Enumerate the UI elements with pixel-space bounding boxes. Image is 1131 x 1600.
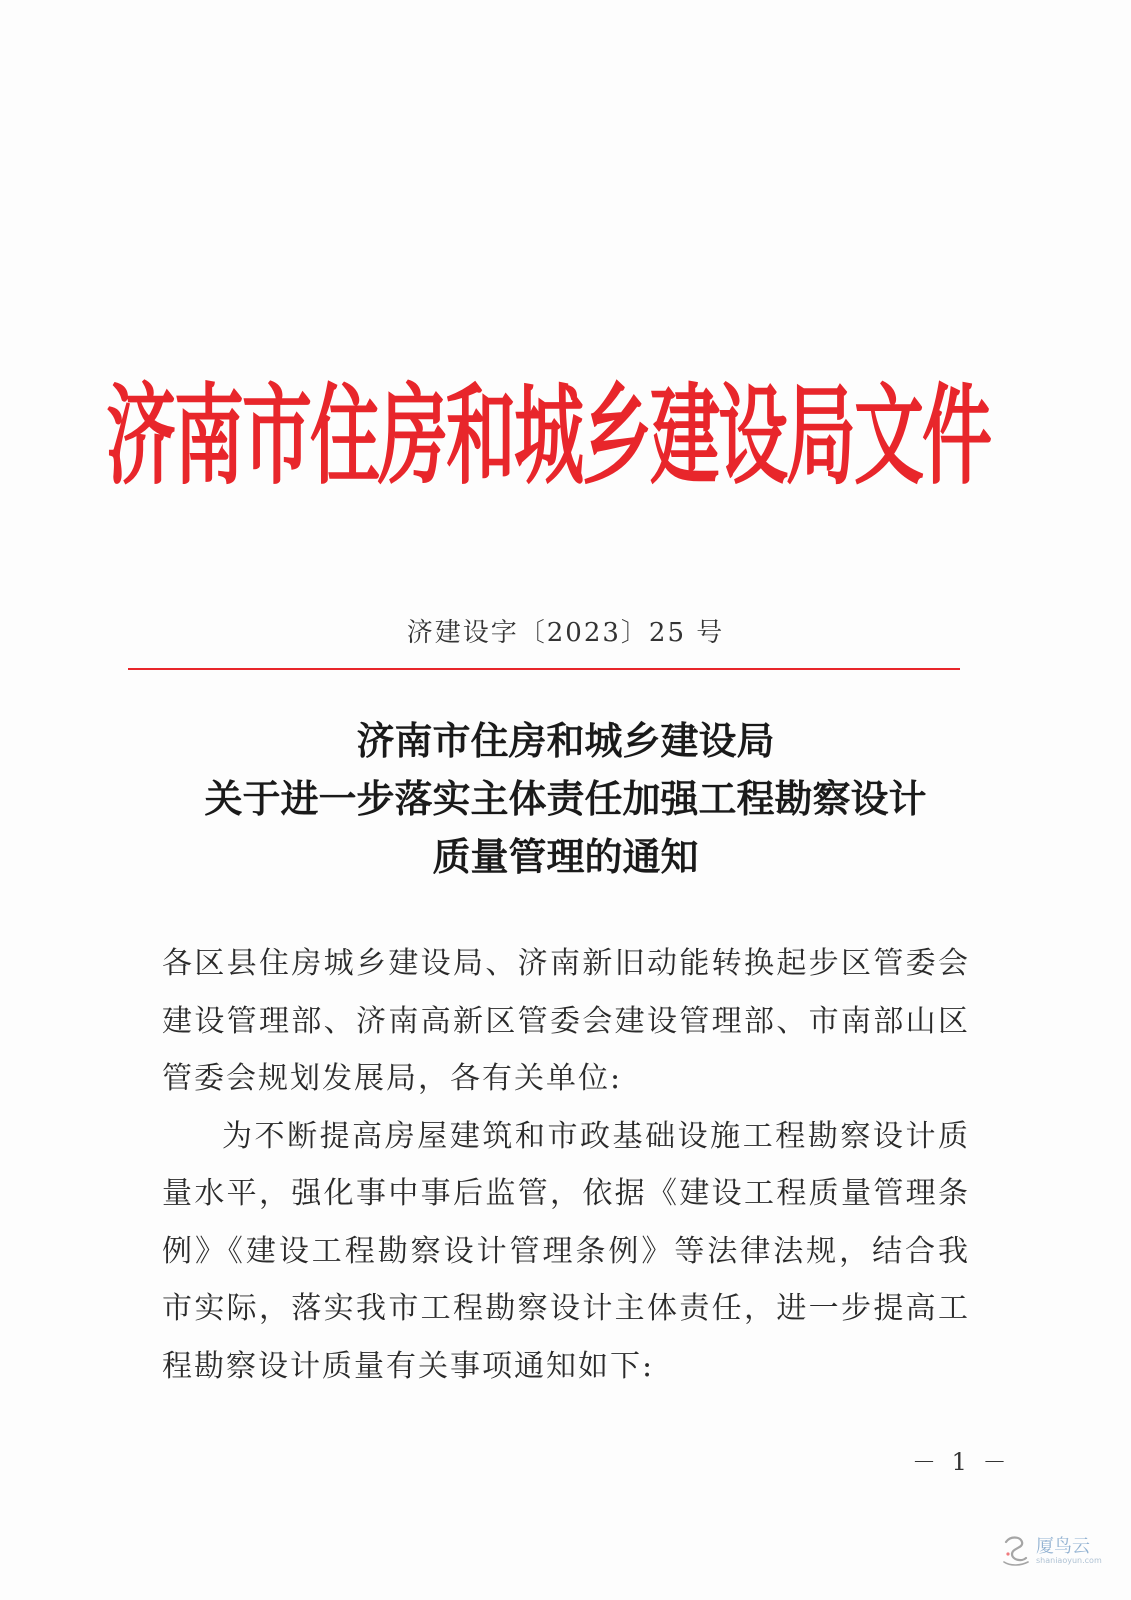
body-paragraph-1: 为不断提高房屋建筑和市政基础设施工程勘察设计质量水平，强化事中事后监管，依据《建设工程质量管理条例》《建设工程勘察设计管理条例》等法律法规，结合我市实际，落实我市工程勘察设计主体责任，进一步提高工程勘察设计质量有关事项通知如下: <box>162 1118 970 1384</box>
red-divider-line <box>128 668 960 670</box>
watermark-url: shaniaoyun.com <box>1036 1556 1102 1565</box>
document-number: 济建设字〔2023〕25 号 <box>406 618 725 648</box>
watermark-name: 厦鸟云 <box>1036 1536 1090 1557</box>
page-number: － 1 － <box>912 1448 1011 1476</box>
bird-logo-icon <box>1000 1532 1032 1568</box>
notice-body <box>162 935 970 1395</box>
title-line-1: 济南市住房和城乡建设局 <box>356 718 775 763</box>
notice-title <box>0 712 1131 886</box>
title-line-2: 关于进一步落实主体责任加强工程勘察设计 <box>204 776 927 821</box>
masthead-title: 济南市住房和城乡建设局文件 <box>106 371 990 500</box>
title-line-3: 质量管理的通知 <box>432 834 699 879</box>
salutation: 各区县住房城乡建设局、济南新旧动能转换起步区管委会建设管理部、济南高新区管委会建设管理部、市南部山区管委会规划发展局，各有关单位: <box>162 946 970 1096</box>
watermark <box>1000 1530 1100 1574</box>
